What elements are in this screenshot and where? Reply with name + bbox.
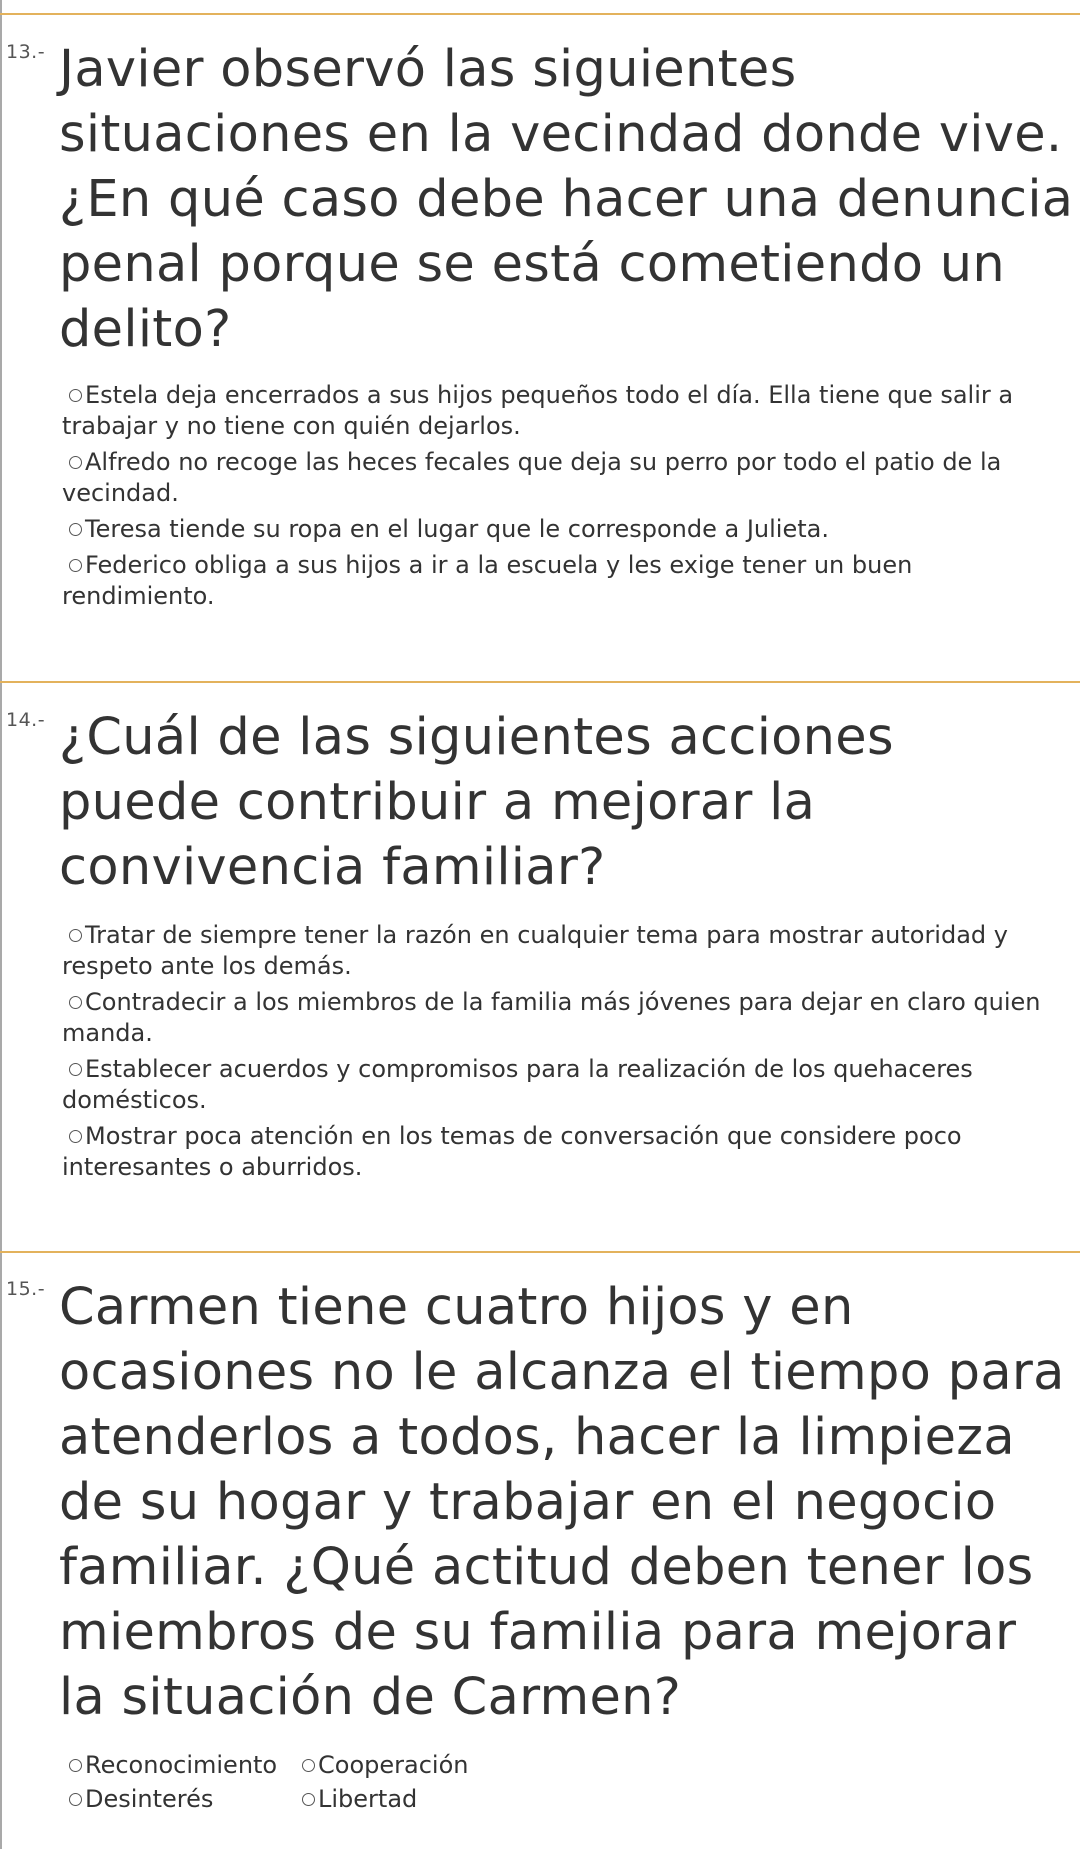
radio-icon[interactable] (69, 1063, 82, 1076)
option-a[interactable] (62, 920, 1072, 982)
option-label: Estela deja encerrados a sus hijos pequeños todo el día. Ella tiene que salir a trabajar y no tiene con quién dejarlos. (62, 381, 1014, 440)
radio-icon[interactable] (69, 1759, 82, 1772)
option-a[interactable] (62, 1750, 295, 1781)
options-grid (62, 1750, 535, 1815)
option-c[interactable] (62, 1054, 1072, 1116)
option-label: Teresa tiende su ropa en el lugar que le corresponde a Julieta. (85, 515, 829, 543)
radio-icon[interactable] (69, 929, 82, 942)
option-b[interactable] (295, 1750, 535, 1781)
radio-icon[interactable] (69, 1793, 82, 1806)
option-d[interactable] (62, 550, 1072, 612)
radio-icon[interactable] (69, 559, 82, 572)
question-text: ¿Cuál de las siguientes acciones puede contribuir a mejorar la convivencia familiar? (59, 708, 894, 897)
options-list (62, 380, 1072, 617)
option-label: Alfredo no recoge las heces fecales que deja su perro por todo el patio de la vecindad. (62, 448, 1002, 507)
option-a[interactable] (62, 380, 1072, 442)
question-text: Carmen tiene cuatro hijos y en ocasiones no le alcanza el tiempo para atenderlos a todos, hacer la limpieza de su hogar y trabajar en el negocio familiar. ¿Qué actitud deben tener los miembros de su familia para mejorar la situación de Carmen? (59, 1278, 1065, 1727)
option-c[interactable] (62, 514, 1072, 545)
option-label: Federico obliga a sus hijos a ir a la escuela y les exige tener un buen rendimiento. (62, 551, 913, 610)
option-label: Contradecir a los miembros de la familia más jóvenes para dejar en claro quien manda. (62, 988, 1041, 1047)
radio-icon[interactable] (302, 1759, 315, 1772)
question-divider (0, 13, 1080, 15)
option-label: Cooperación (318, 1751, 469, 1779)
option-label: Tratar de siempre tener la razón en cualquier tema para mostrar autoridad y respeto ante los demás. (62, 921, 1008, 980)
option-b[interactable] (62, 987, 1072, 1049)
question-divider (0, 1251, 1080, 1253)
option-d[interactable] (62, 1121, 1072, 1183)
option-d[interactable] (295, 1784, 535, 1815)
question-number: 13.- (6, 41, 46, 63)
option-label: Reconocimiento (85, 1751, 278, 1779)
question-number: 15.- (6, 1278, 46, 1300)
radio-icon[interactable] (69, 389, 82, 402)
radio-icon[interactable] (302, 1793, 315, 1806)
option-label: Establecer acuerdos y compromisos para la realización de los quehaceres domésticos. (62, 1055, 973, 1114)
option-label: Desinterés (85, 1785, 214, 1813)
question-divider (0, 681, 1080, 683)
radio-icon[interactable] (69, 523, 82, 536)
option-c[interactable] (62, 1784, 295, 1815)
options-list (62, 920, 1072, 1188)
radio-icon[interactable] (69, 456, 82, 469)
radio-icon[interactable] (69, 996, 82, 1009)
option-label: Libertad (318, 1785, 418, 1813)
option-b[interactable] (62, 447, 1072, 509)
radio-icon[interactable] (69, 1130, 82, 1143)
question-text: Javier observó las siguientes situaciones en la vecindad donde vive. ¿En qué caso debe hacer una denuncia penal porque se está cometiendo un delito? (59, 40, 1074, 359)
question-number: 14.- (6, 709, 46, 731)
option-label: Mostrar poca atención en los temas de conversación que considere poco interesantes o aburridos. (62, 1122, 962, 1181)
